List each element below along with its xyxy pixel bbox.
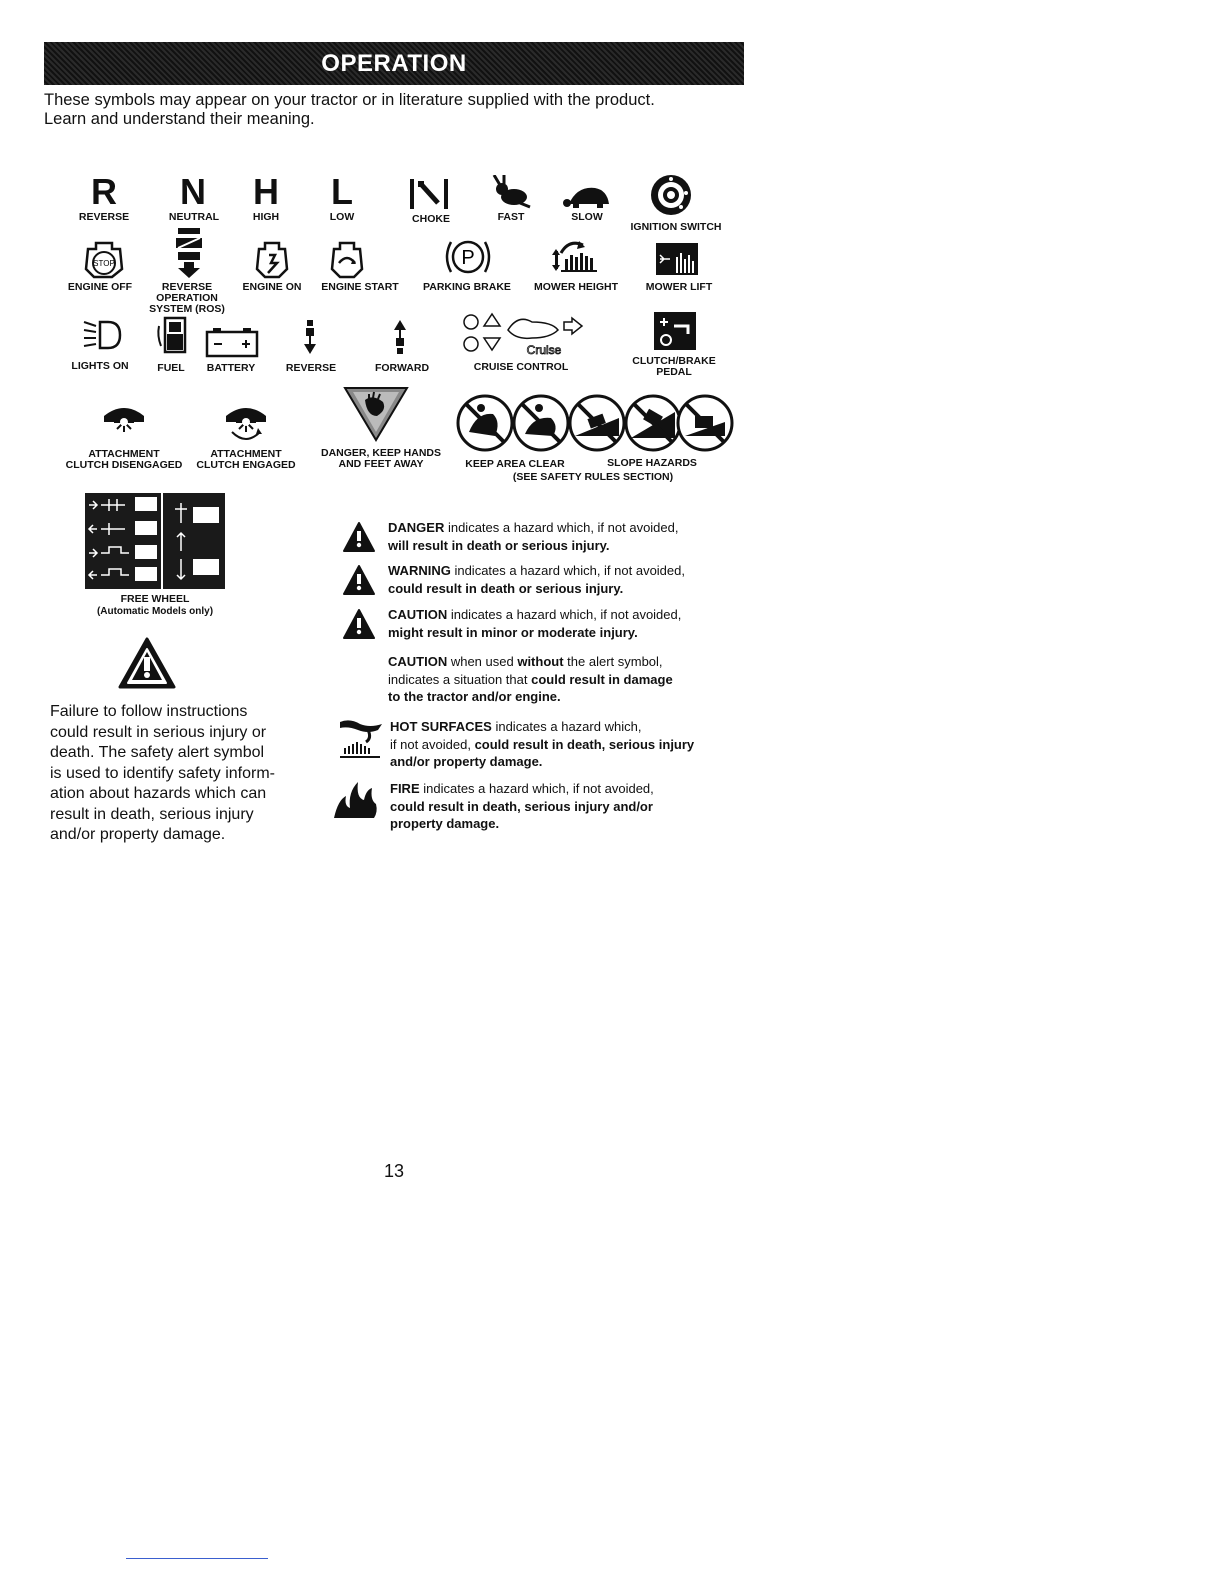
- attachment-clutch-engaged-icon: [222, 402, 270, 444]
- free-wheel-icon: [85, 493, 225, 589]
- danger-hands-label-1: DANGER, KEEP HANDS: [321, 447, 441, 459]
- warning-consequence: could result in death or serious injury.: [388, 580, 624, 596]
- lights-on-icon: [82, 316, 122, 354]
- warning-line-2: could result in serious injury or: [50, 723, 267, 741]
- high-label: HIGH: [252, 211, 280, 223]
- stop-text: STOP: [93, 259, 115, 268]
- fuel-icon: [155, 316, 189, 356]
- fast-label: FAST: [497, 211, 525, 223]
- caution-no-symbol-definition: [388, 653, 738, 706]
- caution-definition: [388, 606, 738, 641]
- ros-label: [149, 282, 225, 315]
- engine-start-icon: [330, 239, 364, 279]
- clutch-brake-pedal-icon: [654, 312, 696, 350]
- warning-line-4: is used to identify safety inform-: [50, 764, 275, 782]
- danger-text: indicates a hazard which, if not avoided,: [444, 520, 679, 535]
- caution2-without: without: [517, 654, 564, 669]
- slope-hazard-icon-2: [626, 396, 680, 450]
- danger-hands-label-2: AND FEET AWAY: [338, 458, 424, 470]
- slow-label: SLOW: [571, 211, 603, 223]
- danger-consequence: will result in death or serious injury.: [388, 537, 610, 553]
- warning-line-3: death. The safety alert symbol: [50, 744, 265, 761]
- forward-arrow-icon: [392, 318, 408, 356]
- parking-brake-label: PARKING BRAKE: [423, 281, 511, 293]
- fuel-label: FUEL: [157, 362, 185, 374]
- att-eng-label-2: CLUTCH ENGAGED: [196, 459, 296, 471]
- att-eng-label-1: ATTACHMENT: [210, 448, 282, 460]
- fire-definition: [390, 780, 740, 833]
- danger-definition: [388, 519, 738, 554]
- fire-word: FIRE: [390, 781, 420, 796]
- page-number: 13: [384, 1161, 405, 1181]
- low-letter: L: [331, 171, 353, 212]
- keep-hands-away-icon: [343, 386, 409, 442]
- mower-height-icon: [551, 237, 599, 273]
- safety-alert-icon: [118, 637, 176, 689]
- engine-off-label: ENGINE OFF: [67, 281, 133, 293]
- attachment-clutch-disengaged-icon: [102, 402, 146, 434]
- hot-surfaces-definition: [390, 718, 740, 771]
- caution-word: CAUTION: [388, 607, 448, 622]
- warning-text: indicates a hazard which, if not avoided,: [450, 563, 685, 578]
- warning-definition: [388, 562, 738, 597]
- reverse-letter: R: [91, 171, 117, 212]
- hot-surfaces-word: HOT SURFACES: [390, 719, 492, 734]
- caution2-line2b: could result in damage: [531, 671, 673, 687]
- keep-hands-away-label: [321, 448, 441, 470]
- section-banner: [44, 42, 744, 85]
- reverse-label: REVERSE: [78, 211, 130, 223]
- engine-on-icon: [255, 239, 289, 279]
- mower-lift-label: MOWER LIFT: [645, 281, 713, 293]
- low-label: LOW: [329, 211, 355, 223]
- warning-line-6: result in death, serious injury: [50, 805, 254, 823]
- hot-line3: and/or property damage.: [390, 754, 543, 769]
- section-title: OPERATION: [321, 49, 467, 77]
- safety-prohibition-icons: [455, 392, 735, 454]
- forward-arrow-label: FORWARD: [374, 362, 430, 374]
- neutral-letter: N: [180, 171, 206, 212]
- fire-line2: could result in death, serious injury and/or: [390, 798, 653, 814]
- ignition-switch-icon: [649, 173, 693, 217]
- free-wheel-title: FREE WHEEL: [120, 593, 190, 605]
- fire-line3: property damage.: [390, 816, 500, 831]
- slope-hazard-icon-3: [678, 396, 732, 450]
- engine-on-label: ENGINE ON: [242, 281, 302, 293]
- safety-alert-paragraph: [50, 702, 300, 846]
- p-text: P: [461, 247, 475, 269]
- danger-word: DANGER: [388, 520, 445, 535]
- att-dis-label-2: CLUTCH DISENGAGED: [65, 459, 183, 471]
- battery-label: BATTERY: [206, 362, 256, 374]
- caution-alert-icon: [342, 608, 376, 640]
- cruise-word: Cruise: [526, 343, 562, 357]
- warning-line-1: Failure to follow instructions: [50, 703, 248, 720]
- hot-surfaces-text: indicates a hazard which,: [491, 719, 642, 734]
- ros-label-2: OPERATION: [156, 292, 218, 304]
- ros-label-1: REVERSE: [161, 281, 213, 293]
- ros-icon: [172, 226, 206, 280]
- clutch-brake-label-2: PEDAL: [656, 366, 692, 378]
- warning-line-5: ation about hazards which can: [50, 785, 267, 802]
- hot-line2a: if not avoided,: [390, 736, 475, 752]
- choke-label: CHOKE: [412, 213, 450, 225]
- slope-hazards-label: SLOPE HAZARDS: [607, 457, 697, 469]
- hot-surface-icon: [338, 716, 384, 760]
- footer-rule: [126, 1558, 268, 1559]
- keep-area-clear-label: KEEP AREA CLEAR: [465, 458, 565, 470]
- warning-alert-icon: [342, 564, 376, 596]
- choke-icon: [408, 177, 452, 211]
- warning-word: WARNING: [388, 563, 451, 578]
- rabbit-icon: [490, 175, 534, 209]
- see-safety-rules-label: (SEE SAFETY RULES SECTION): [512, 471, 674, 483]
- slope-hazard-icon-1: [570, 396, 624, 450]
- caution2-line3: to the tractor and/or engine.: [388, 689, 561, 704]
- keep-area-clear-icon-1: [458, 396, 512, 450]
- parking-brake-icon: [443, 236, 493, 278]
- mower-lift-icon: [656, 243, 698, 275]
- battery-icon: [205, 328, 259, 360]
- neutral-label: NEUTRAL: [168, 211, 220, 223]
- caution2-text-2: the alert symbol,: [563, 654, 663, 669]
- hot-line2b: could result in death, serious injury: [474, 736, 695, 752]
- reverse-arrow-icon: [302, 318, 318, 356]
- ignition-switch-label: IGNITION SWITCH: [630, 221, 722, 233]
- caution-text: indicates a hazard which, if not avoided,: [447, 607, 682, 622]
- intro-line-2: Learn and understand their meaning.: [44, 110, 315, 128]
- intro-line-1: These symbols may appear on your tractor or in literature supplied with the product.: [44, 91, 655, 109]
- ros-label-3: SYSTEM (ROS): [149, 303, 225, 315]
- caution2-text-1: when used: [447, 654, 518, 669]
- cruise-control-icon: [462, 312, 586, 358]
- lights-on-label: LIGHTS ON: [71, 360, 129, 372]
- intro-text: [44, 91, 754, 129]
- fire-icon: [332, 780, 380, 820]
- cruise-control-label: CRUISE CONTROL: [473, 361, 569, 373]
- reverse-arrow-label: REVERSE: [285, 362, 337, 374]
- engine-off-icon: [82, 239, 126, 279]
- att-dis-label-1: ATTACHMENT: [88, 448, 160, 460]
- turtle-icon: [563, 186, 613, 210]
- clutch-brake-label-1: CLUTCH/BRAKE: [632, 355, 716, 367]
- danger-alert-icon: [342, 521, 376, 553]
- free-wheel-note: (Automatic Models only): [96, 606, 214, 617]
- attachment-disengaged-label: [66, 449, 183, 471]
- fire-text: indicates a hazard which, if not avoided,: [419, 781, 654, 796]
- attachment-engaged-label: [196, 449, 295, 471]
- caution2-word: CAUTION: [388, 654, 448, 669]
- caution-consequence: might result in minor or moderate injury.: [388, 624, 638, 640]
- mower-height-label: MOWER HEIGHT: [534, 281, 618, 293]
- warning-line-7: and/or property damage.: [50, 826, 226, 843]
- keep-area-clear-icon-2: [514, 396, 568, 450]
- high-letter: H: [253, 171, 279, 212]
- caution2-line2a: indicates a situation that: [388, 671, 532, 687]
- engine-start-label: ENGINE START: [321, 281, 399, 293]
- clutch-brake-label: [632, 356, 715, 378]
